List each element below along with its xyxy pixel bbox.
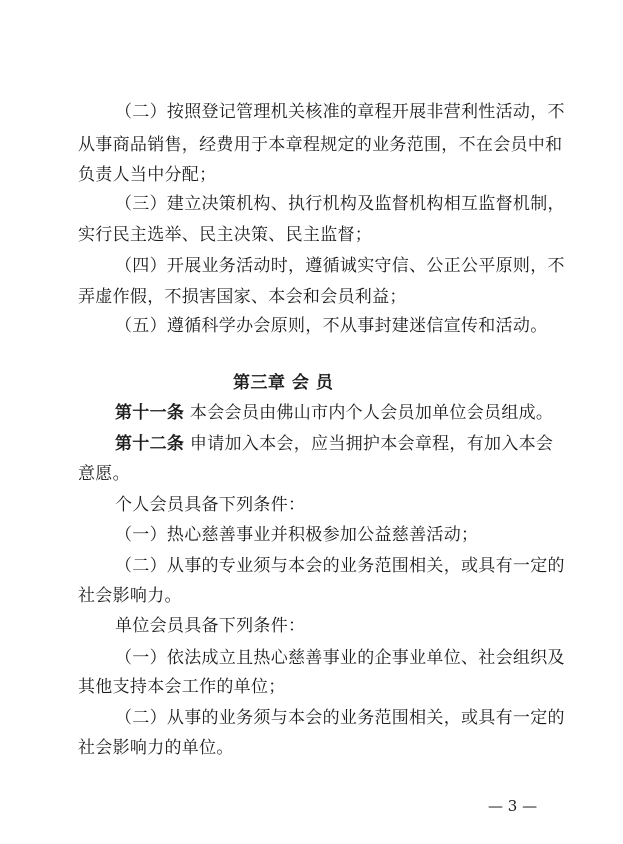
item-2-line-3: 负责人当中分配；: [78, 165, 217, 185]
item-3-line-1: （三）建立决策机构、执行机构及监督机构相互监督机制，: [115, 194, 565, 214]
individual-condition-2-line-1: （二）从事的专业须与本会的业务范围相关，或具有一定的: [115, 556, 565, 576]
item-5-line-1: （五）遵循科学办会原则，不从事封建迷信宣传和活动。: [115, 316, 548, 336]
item-4-line-2: 弄虚作假，不损害国家、本会和会员利益；: [78, 287, 407, 307]
item-2-line-2: 从事商品销售，经费用于本章程规定的业务范围，不在会员中和: [78, 135, 563, 155]
unit-condition-1-line-1: （一）依法成立且热心慈善事业的企事业单位、社会组织及: [115, 648, 565, 668]
unit-condition-2-line-1: （二）从事的业务须与本会的业务范围相关，或具有一定的: [115, 708, 565, 728]
article-11-label: 第十一条: [115, 403, 185, 423]
item-2-line-1: （二）按照登记管理机关核准的章程开展非营利性活动，不: [115, 102, 565, 122]
chapter-title: 第三章 会 员: [233, 373, 334, 393]
page-number: — 3 —: [488, 797, 538, 815]
unit-heading: 单位会员具备下列条件：: [115, 616, 306, 636]
article-12-text: 申请加入本会，应当拥护本会章程，有加入本会: [189, 434, 554, 454]
individual-heading: 个人会员具备下列条件：: [115, 495, 306, 515]
unit-condition-1-line-2: 其他支持本会工作的单位；: [78, 677, 286, 697]
item-3-line-2: 实行民主选举、民主决策、民主监督；: [78, 225, 373, 245]
item-4-line-1: （四）开展业务活动时，遵循诚实守信、公正公平原则，不: [115, 256, 565, 276]
article-11: [115, 402, 553, 424]
article-12-label: 第十二条: [115, 434, 185, 454]
individual-condition-1: （一）热心慈善事业并积极参加公益慈善活动；: [115, 525, 479, 545]
article-12: [115, 433, 553, 455]
article-11-text: 本会会员由佛山市内个人会员加单位会员组成。: [189, 403, 554, 423]
individual-condition-2-line-2: 社会影响力。: [78, 586, 182, 606]
article-12-continuation: 意愿。: [78, 464, 130, 484]
unit-condition-2-line-2: 社会影响力的单位。: [78, 738, 234, 758]
